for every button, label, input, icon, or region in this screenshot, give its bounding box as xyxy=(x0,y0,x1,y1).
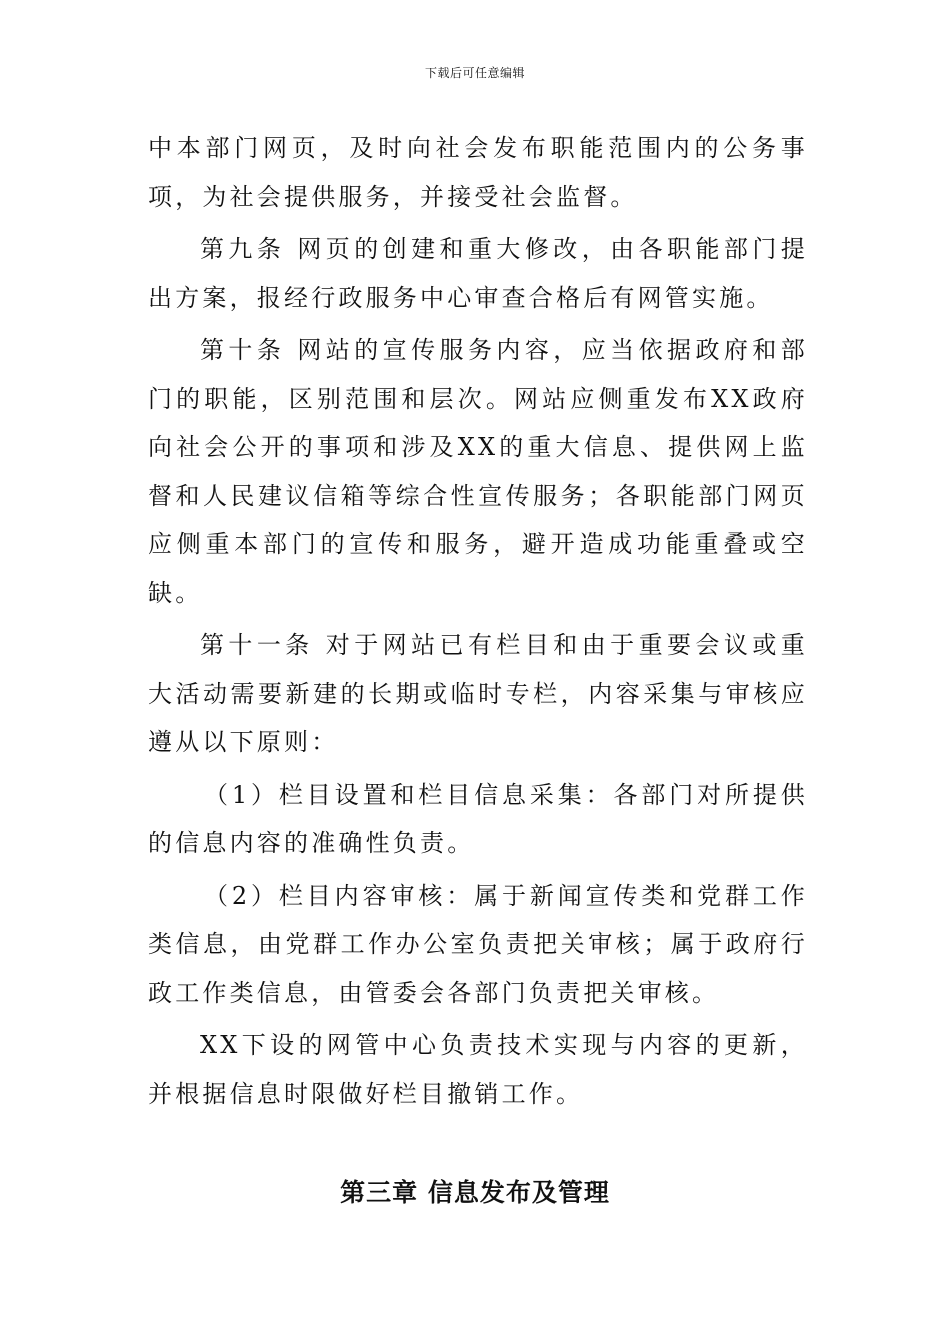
page-header: 下载后可任意编辑 xyxy=(424,66,525,80)
chapter-title: 第三章 信息发布及管理 xyxy=(340,1178,610,1207)
paragraph-article-11: 第十一条 对于网站已有栏目和由于重要会议或重大活动需要新建的长期或临时专栏，内容采集与审核应遵从以下原则： xyxy=(148,631,808,756)
paragraph-principle-1: （1）栏目设置和栏目信息采集：各部门对所提供的信息内容的准确性负责。 xyxy=(148,780,808,857)
paragraph-principle-2: （2）栏目内容审核：属于新闻宣传类和党群工作类信息，由党群工作办公室负责把关审核；属于政府行政工作类信息，由管委会各部门负责把关审核。 xyxy=(148,881,808,1007)
paragraph-article-10: 第十条 网站的宣传服务内容，应当依据政府和部门的职能，区别范围和层次。网站应侧重发布XX政府向社会公开的事项和涉及XX的重大信息、提供网上监督和人民建议信箱等综合性宣传服务；各职能部门网页应侧重本部门的宣传和服务，避开造成功能重叠或空缺。 xyxy=(148,336,808,607)
document-body xyxy=(148,124,808,1118)
paragraph-network-center: XX下设的网管中心负责技术实现与内容的更新，并根据信息时限做好栏目撤销工作。 xyxy=(148,1031,808,1108)
paragraph-continuation: 中本部门网页，及时向社会发布职能范围内的公务事项，为社会提供服务，并接受社会监督。 xyxy=(148,134,808,211)
paragraph-article-9: 第九条 网页的创建和重大修改，由各职能部门提出方案，报经行政服务中心审查合格后有网管实施。 xyxy=(148,235,808,312)
